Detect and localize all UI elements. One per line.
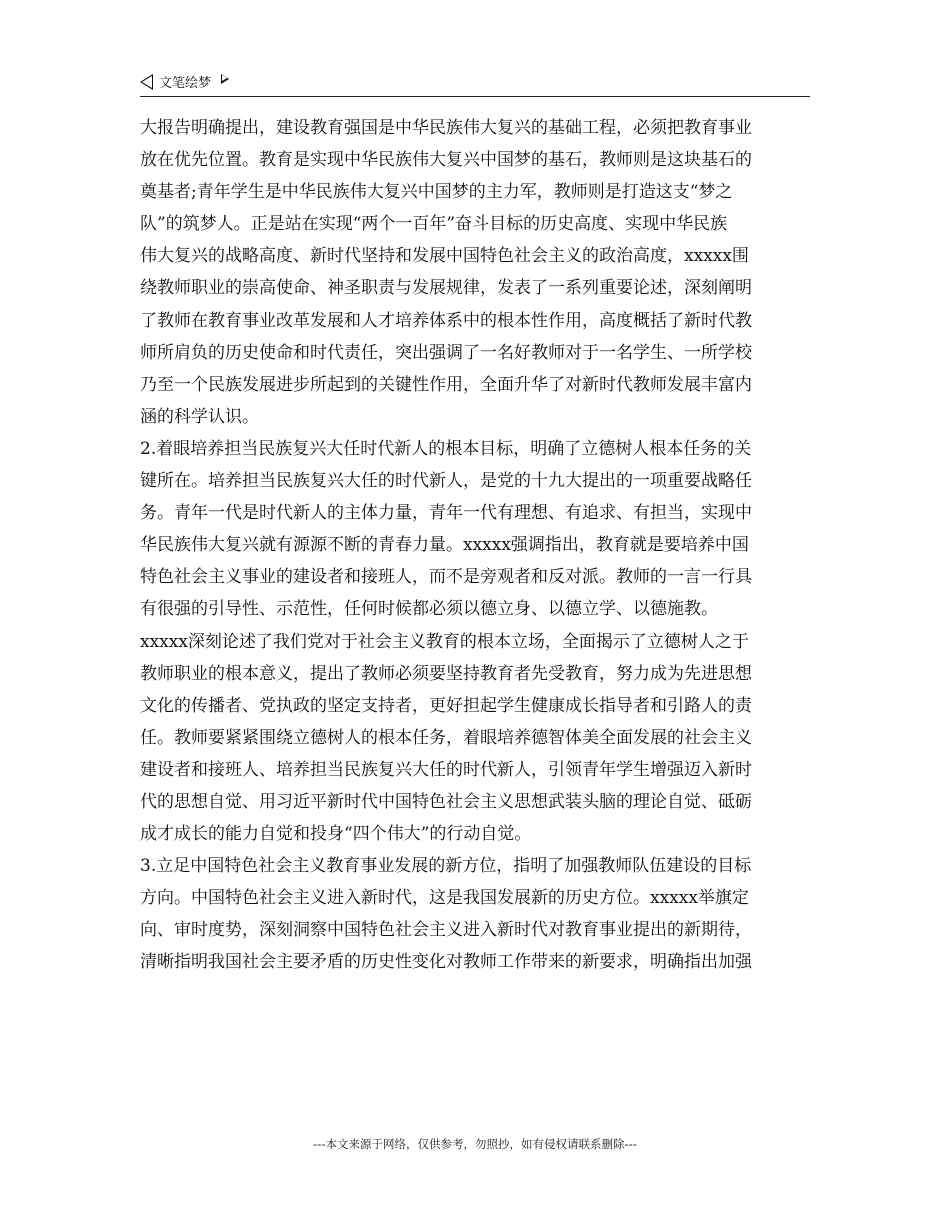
text-line: 伟大复兴的战略高度、新时代坚持和发展中国特色社会主义的政治高度，xxxxx围 <box>140 246 749 267</box>
page-header <box>140 70 810 97</box>
text-line: 建设者和接班人、培养担当民族复兴大任的时代新人，引领青年学生增强迈入新时 <box>140 759 752 780</box>
text-line: 方向。中国特色社会主义进入新时代，这是我国发展新的历史方位。xxxxx举旗定 <box>140 888 749 909</box>
text-line: 华民族伟大复兴就有源源不断的青春力量。xxxxx强调指出，教育就是要培养中国 <box>140 535 749 556</box>
text-line: 奠基者;青年学生是中华民族伟大复兴中国梦的主力军，教师则是打造这支“梦之 <box>140 182 733 203</box>
brand-title: 文笔绘梦 <box>159 76 212 91</box>
brand <box>140 72 229 91</box>
text-line: 乃至一个民族发展进步所起到的关键性作用，全面升华了对新时代教师发展丰富内 <box>140 374 752 395</box>
text-line: 键所在。培养担当民族复兴大任的时代新人，是党的十九大提出的一项重要战略任 <box>140 471 752 492</box>
text-line: 代的思想自觉、用习近平新时代中国特色社会主义思想武装头脑的理论自觉、砥砺 <box>140 791 752 812</box>
text-line: 务。青年一代是时代新人的主体力量，青年一代有理想、有追求、有担当，实现中 <box>140 503 752 524</box>
text-line: 清晰指明我国社会主要矛盾的历史性变化对教师工作带来的新要求，明确指出加强 <box>140 952 752 973</box>
text-line: 3.立足中国特色社会主义教育事业发展的新方位，指明了加强教师队伍建设的目标 <box>140 856 752 877</box>
text-line: xxxxx深刻论述了我们党对于社会主义教育的根本立场，全面揭示了立德树人之于 <box>140 631 749 652</box>
text-line: 向、审时度势，深刻洞察中国特色社会主义进入新时代对教育事业提出的新期待， <box>140 920 752 941</box>
text-line: 特色社会主义事业的建设者和接班人，而不是旁观者和反对派。教师的一言一行具 <box>140 567 752 588</box>
text-line: 任。教师要紧紧围绕立德树人的根本任务，着眼培养德智体美全面发展的社会主义 <box>140 727 752 748</box>
document-body <box>140 112 820 979</box>
text-line: 绕教师职业的崇高使命、神圣职责与发展规律，发表了一系列重要论述，深刻阐明 <box>140 278 752 299</box>
text-line: 涵的科学认识。 <box>140 406 259 427</box>
footer-notice: ---本文来源于网络，仅供参考，勿照抄，如有侵权请联系删除--- <box>313 1137 637 1151</box>
text-line: 有很强的引导性、示范性，任何时候都必须以德立身、以德立学、以德施教。 <box>140 599 718 620</box>
text-line: 成才成长的能力自觉和投身“四个伟大”的行动自觉。 <box>140 824 532 845</box>
text-line: 放在优先位置。教育是实现中华民族伟大复兴中国梦的基石，教师则是这块基石的 <box>140 150 752 171</box>
triangle-right-icon <box>221 74 229 84</box>
text-line: 队”的筑梦人。正是站在实现“两个一百年”奋斗目标的历史高度、实现中华民族 <box>140 214 728 235</box>
text-line: 教师职业的根本意义，提出了教师必须要坚持教育者先受教育，努力成为先进思想 <box>140 663 752 684</box>
text-line: 大报告明确提出，建设教育强国是中华民族伟大复兴的基础工程，必须把教育事业 <box>140 118 752 138</box>
triangle-left-icon <box>140 74 153 90</box>
text-line: 了教师在教育事业改革发展和人才培养体系中的根本性作用，高度概括了新时代教 <box>140 310 752 331</box>
text-line: 师所肩负的历史使命和时代责任，突出强调了一名好教师对于一名学生、一所学校 <box>140 342 752 363</box>
text-line: 2.着眼培养担当民族复兴大任时代新人的根本目标，明确了立德树人根本任务的关 <box>140 438 752 459</box>
text-line: 文化的传播者、党执政的坚定支持者，更好担起学生健康成长指导者和引路人的责 <box>140 695 752 716</box>
